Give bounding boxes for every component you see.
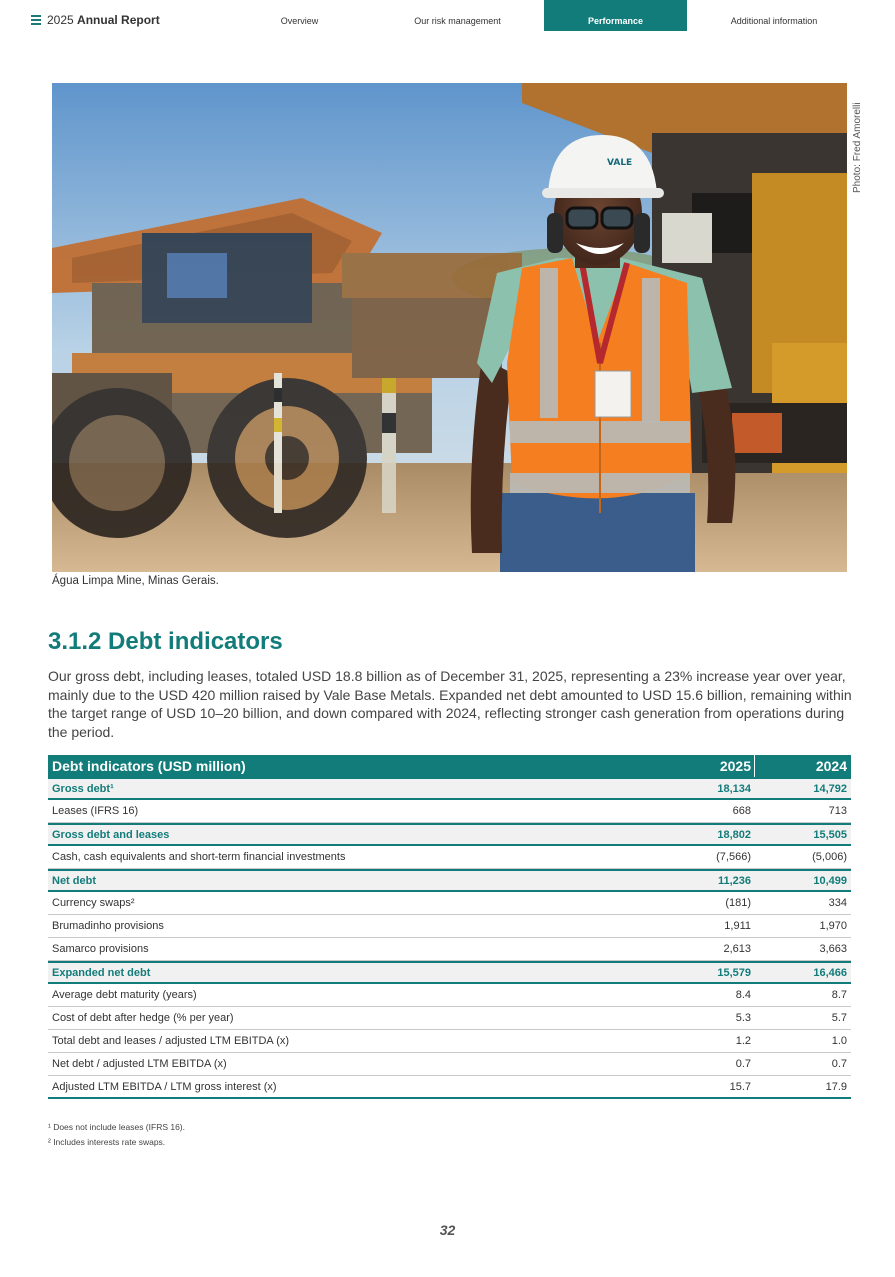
tab-risk-management[interactable]: Our risk management (414, 16, 501, 26)
top-navigation (0, 0, 895, 40)
value-2025: 18,134 (717, 782, 751, 795)
value-2025: 15.7 (729, 1080, 751, 1093)
row-label: Cash, cash equivalents and short-term financial investments (52, 851, 346, 863)
value-2024: 0.7 (831, 1058, 847, 1070)
value-2024: 3,663 (819, 943, 847, 955)
value-2025: 5.3 (735, 1012, 751, 1024)
tab-overview[interactable]: Overview (280, 16, 319, 26)
photo-credit (851, 83, 865, 213)
section-title: 3.1.2 Debt indicators (48, 628, 283, 655)
table-body (48, 777, 851, 1099)
row-label: Net debt / adjusted LTM EBITDA (x) (52, 1058, 227, 1070)
row-label: Net debt (52, 874, 96, 887)
table-row (48, 846, 851, 869)
row-label: Gross debt¹ (52, 782, 114, 795)
helmet-logo-text: VALE (607, 158, 633, 168)
table-row (48, 1007, 851, 1030)
row-label: Leases (IFRS 16) (52, 805, 139, 817)
value-2024: 5.7 (831, 1012, 847, 1024)
table-row (48, 1030, 851, 1053)
brand-name: Annual Report (77, 13, 160, 27)
row-label: Adjusted LTM EBITDA / LTM gross interest (x) (52, 1080, 277, 1093)
row-label: Currency swaps² (52, 897, 135, 909)
value-2024: 8.7 (831, 989, 847, 1001)
section-intro: Our gross debt, including leases, totaled USD 18.8 billion as of December 31, 2025, representing a 23% increase year over year, mainly due to the USD 420 million raised by Vale Base Metals. Expanded net debt amounted to USD 15.6 billion, remaining within the target range of USD 10–20 billion, and down compared with 2024, reflecting stronger cash generation from operations during the period. (48, 668, 852, 740)
header-2024: 2024 (754, 755, 851, 777)
table-row (48, 823, 851, 846)
row-label: Expanded net debt (52, 966, 151, 979)
table-row (48, 1053, 851, 1076)
row-label: Samarco provisions (52, 943, 149, 955)
value-2025: 668 (732, 805, 751, 817)
value-2024: 14,792 (813, 782, 847, 795)
tab-performance[interactable]: Performance (544, 0, 687, 31)
photo-credit-text: Photo: Fred Amorelli (852, 102, 863, 193)
value-2025: 0.7 (735, 1058, 751, 1070)
footnote-1: ¹ Does not include leases (IFRS 16). (48, 1122, 186, 1132)
photo-caption: Água Limpa Mine, Minas Gerais. (52, 575, 219, 587)
table-row (48, 938, 851, 961)
row-label: Average debt maturity (years) (52, 989, 197, 1001)
footnote-2: ² Includes interests rate swaps. (48, 1137, 166, 1147)
table-row (48, 800, 851, 823)
row-label: Cost of debt after hedge (% per year) (52, 1012, 234, 1024)
table-row (48, 1076, 851, 1099)
value-2024: 713 (828, 805, 847, 817)
header-label: Debt indicators (USD million) (52, 758, 246, 774)
table-header (48, 755, 851, 777)
row-label: Brumadinho provisions (52, 920, 164, 932)
value-2025: 8.4 (735, 989, 751, 1001)
value-2024: 1.0 (831, 1035, 847, 1047)
value-2025: 1.2 (735, 1035, 751, 1047)
value-2025: 15,579 (717, 966, 751, 979)
value-2024: 15,505 (813, 828, 847, 841)
debt-indicators-table (48, 755, 851, 1099)
table-row (48, 777, 851, 800)
table-row (48, 915, 851, 938)
table-row (48, 892, 851, 915)
value-2024: 334 (828, 897, 847, 909)
mine-worker-photo (52, 83, 847, 572)
value-2025: 18,802 (717, 828, 751, 841)
value-2025: 11,236 (717, 874, 751, 887)
footnotes (48, 1120, 185, 1150)
value-2024: 10,499 (813, 874, 847, 887)
value-2024: (5,006) (812, 851, 847, 863)
header-2025: 2025 (719, 758, 751, 774)
table-row (48, 869, 851, 892)
value-2024: 1,970 (819, 920, 847, 932)
value-2024: 16,466 (813, 966, 847, 979)
brand-year: 2025 (47, 13, 74, 27)
value-2024: 17.9 (825, 1080, 847, 1093)
tab-additional-information[interactable]: Additional information (730, 16, 818, 26)
table-row (48, 984, 851, 1007)
row-label: Total debt and leases / adjusted LTM EBITDA (x) (52, 1035, 290, 1047)
value-2025: (7,566) (716, 851, 751, 863)
menu-icon[interactable] (31, 15, 41, 25)
table-row (48, 961, 851, 984)
brand-title[interactable] (47, 13, 160, 27)
value-2025: 2,613 (723, 943, 751, 955)
row-label: Gross debt and leases (52, 828, 170, 841)
page-number: 32 (439, 1222, 456, 1238)
value-2025: 1,911 (724, 920, 751, 932)
value-2025: (181) (725, 897, 751, 909)
